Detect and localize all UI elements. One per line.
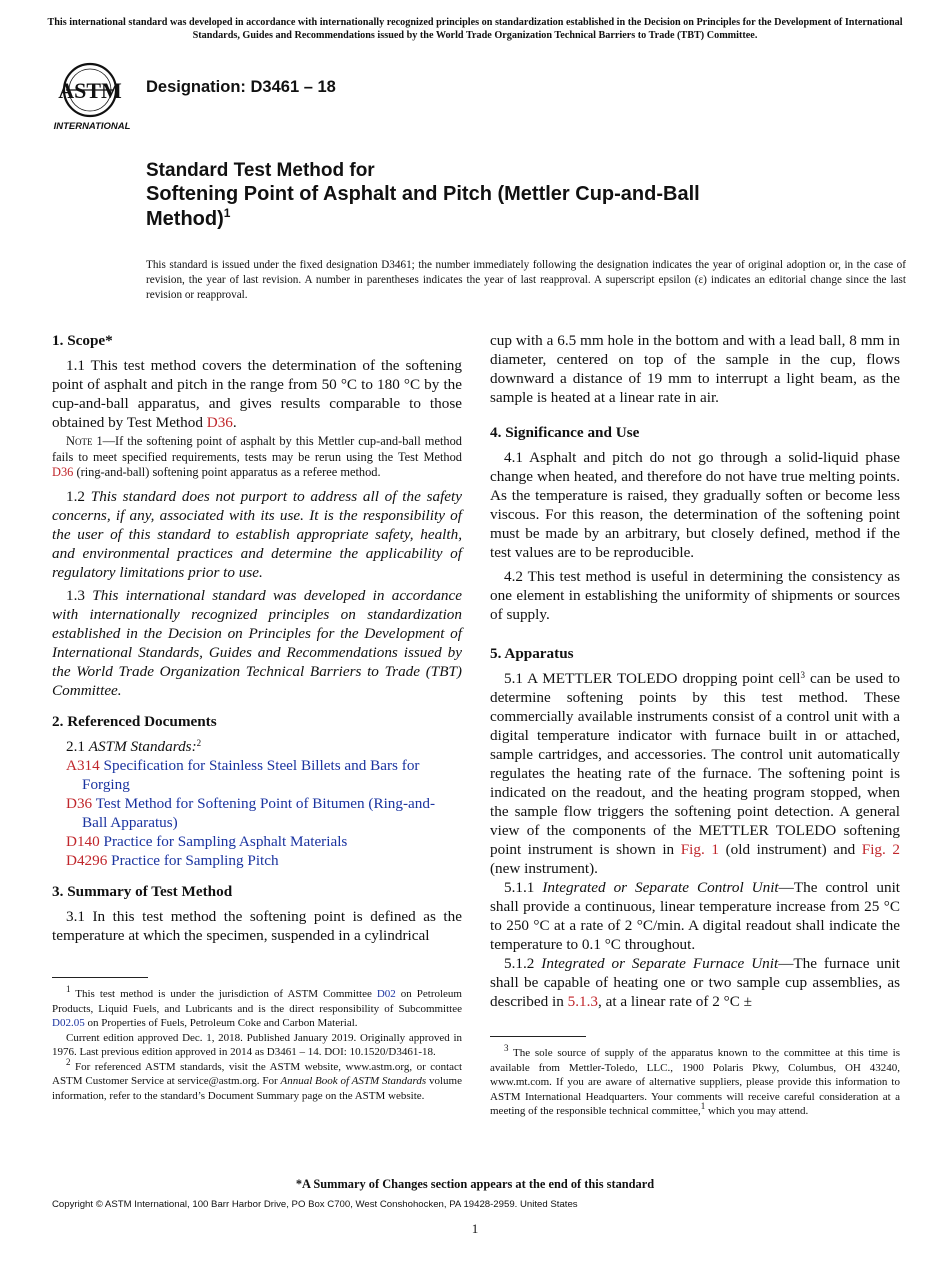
section-5-1: 5.1 A METTLER TOLEDO dropping point cell$^3$ can be used to determine softening points by this test method. These commercially available instruments consist of a control unit with a digital temperature indicator with furnace built in or attached, sample cartridges, and accessories. The control unit automatically regulates the heating rate of the furnace. The softening point is indicated on the readout, and the heating program stopped, when the sample flow triggers the softening point detection. A general view of the components of the METTLER TOLEDO softening point instrument is shown in Fig. 1 (old instrument) and Fig. 2 (new instrument).	[490, 670, 901, 877]
section-2-1: 2.1 ASTM Standards:$^2$	[66, 737, 202, 755]
section-3-1: 3.1 In this test method the softening point is defined as the temperature at which the specimen, suspended in a cylindrical	[52, 907, 462, 944]
footnote-2: $^2$ For referenced ASTM standards, visit the ASTM website, www.astm.org, or contact ASTM Customer Service at service@astm.org. For Annual Book of ASTM Standards volume information, refer to the standard’s Document Summary page on the ASTM website.	[52, 1056, 462, 1102]
note-1: Note 1—If the softening point of asphalt by this Mettler cup-and-ball method fails to meet specified requirements, tests may be rerun using the Test Method D36 (ring-and-ball) softening point apparatus as a referee method.	[52, 434, 462, 479]
ref-a314-cont: Forging	[82, 775, 130, 793]
footnotes-left	[52, 984, 462, 1103]
footnote-rule-right	[490, 1036, 586, 1037]
footnote-1: $^1$ This test method is under the jurisdiction of ASTM Committee D02 on Petroleum Products, Liquid Fuels, and Lubricants and is the direct responsibility of Subcommittee D02.05 on Properties of Fuels, Petroleum Coke and Carbon Material.	[52, 984, 462, 1029]
section-1-heading: 1. Scope*	[52, 332, 113, 349]
section-1-1: 1.1 This test method covers the determination of the softening point of asphalt and pitch in the range from 50 °C to 180 °C by the cup-and-ball apparatus, and gives results comparable to those obtained by Test Method D36.	[52, 357, 462, 431]
ref-d4296[interactable]: D4296 Practice for Sampling Pitch	[66, 851, 279, 869]
section-3-1-cont: cup with a 6.5 mm hole in the bottom and with a lead ball, 8 mm in diameter, centered on top of the sample in the cup, flows downward a distance of 19 mm to interrupt a light beam, as the sample is heated at a linear rate in air.	[490, 332, 900, 406]
footnote-rule-left	[52, 977, 148, 978]
footnote-1-edition: Current edition approved Dec. 1, 2018. Published January 2019. Originally approved in 1976. Last previous edition approved in 2014 as D3461 – 14. DOI: 10.1520/D3461-18.	[52, 1031, 462, 1058]
top-notice: This international standard was developed in accordance with internationally recognized principles on standardization established in the Decision on Principles for the Development of International Standards, Guides and Recommendations issued by the World Trade Organization Technical Barriers to Trade (TBT) Committee.	[47, 17, 903, 41]
right-column	[490, 331, 900, 1011]
section-5-1-3-link[interactable]: 5.1.3	[567, 993, 598, 1010]
copyright: Copyright © ASTM International, 100 Barr Harbor Drive, PO Box C700, West Conshohocken, PA 19428-2959. United States	[52, 1199, 578, 1210]
title-footnote-mark: 1	[223, 206, 231, 220]
note-d36-link[interactable]: D36	[52, 465, 74, 479]
d02-link[interactable]: D02	[376, 988, 396, 1000]
ref-d36-cont: Ball Apparatus)	[82, 813, 178, 831]
d36-link[interactable]: D36	[206, 414, 233, 431]
title-line-2: Softening Point of Asphalt and Pitch (Mettler Cup-and-Ball	[146, 183, 700, 205]
logo-subtext: INTERNATIONAL	[53, 121, 131, 132]
section-1-3: 1.3 This international standard was developed in accordance with internationally recognized principles on standardization established in the Decision on Principles for the Development of International Standards, Guides and Recommendations issued by the World Trade Organization Technical Barriers to Trade (TBT) Committee.	[52, 586, 463, 699]
ref-a314[interactable]: A314 Specification for Stainless Steel Billets and Bars for	[66, 756, 420, 774]
section-1-2: 1.2 This standard does not purport to address all of the safety concerns, if any, associated with its use. It is the responsibility of the user of this standard to establish appropriate safety, health, and environmental practices and determine the applicability of regulatory limitations prior to use.	[52, 487, 462, 581]
document-title	[146, 160, 846, 232]
title-line-3: Method)$^1$	[146, 206, 231, 230]
section-5-heading: 5. Apparatus	[490, 645, 574, 662]
section-5-1-2: 5.1.2 Integrated or Separate Furnace Unit—The furnace unit shall be capable of heating one or two sample cup assemblies, as described in 5.1.3, at a linear rate of 2 °C ±	[490, 955, 900, 1010]
section-4-1: 4.1 Asphalt and pitch do not go through a solid-liquid phase change when heated, and therefore do not have true melting points. As the temperature is raised, they gradually soften or become less viscous. For this reason, the determination of the softening point must be made by an arbitrary, but closely defined, method if the test values are to be reproducible.	[490, 449, 900, 561]
astm-logo	[52, 58, 134, 132]
section-3-heading: 3. Summary of Test Method	[52, 882, 233, 900]
d02-05-link[interactable]: D02.05	[52, 1017, 85, 1029]
left-column	[52, 331, 462, 945]
section-4-2: 4.2 This test method is useful in determining the consistency as one element in establishing the uniformity of shipments or sources of supply.	[490, 568, 900, 623]
section-5-1-1: 5.1.1 Integrated or Separate Control Unit—The control unit shall provide a continuous, linear temperature increase from 25 °C to 250 °C at a rate of 2 °C/min. A digital readout shall indicate the temperature to 0.1 °C throughout.	[490, 879, 901, 953]
ref-d36[interactable]: D36 Test Method for Softening Point of Bitumen (Ring-and-	[66, 794, 436, 812]
issue-note: This standard is issued under the fixed designation D3461; the number immediately following the designation indicates the year of original adoption or, in the case of revision, the year of last revision. A number in parentheses indicates the year of last reapproval. A superscript epsilon (ε) indicates an editorial change since the last revision or reapproval.	[146, 259, 906, 301]
summary-of-changes-note: *A Summary of Changes section appears at the end of this standard	[295, 1177, 655, 1191]
section-2-heading: 2. Referenced Documents	[52, 712, 217, 730]
title-main	[146, 182, 846, 232]
footnotes-right	[490, 1043, 900, 1119]
section-4-heading: 4. Significance and Use	[490, 424, 640, 441]
page-number: 1	[471, 1221, 479, 1236]
logo-text: ASTM	[58, 78, 122, 103]
footnote-3: $^3$ The sole source of supply of the apparatus known to the committee at this time is available from Mettler-Toledo, LLC., 1900 Polaris Pkwy, Columbus, OH 43240, www.mt.com. If you are aware of alternative suppliers, please provide this information to ASTM International Headquarters. Your comments will receive careful consideration at a meeting of the responsible technical committee,$^1$ which you may attend.	[490, 1043, 900, 1117]
title-line-1: Standard Test Method for	[146, 160, 375, 181]
ref-d140[interactable]: D140 Practice for Sampling Asphalt Materials	[66, 832, 348, 850]
fig2-link[interactable]: Fig. 2	[861, 841, 900, 858]
designation: Designation: D3461 – 18	[146, 78, 336, 96]
fig1-link[interactable]: Fig. 1	[680, 841, 719, 858]
